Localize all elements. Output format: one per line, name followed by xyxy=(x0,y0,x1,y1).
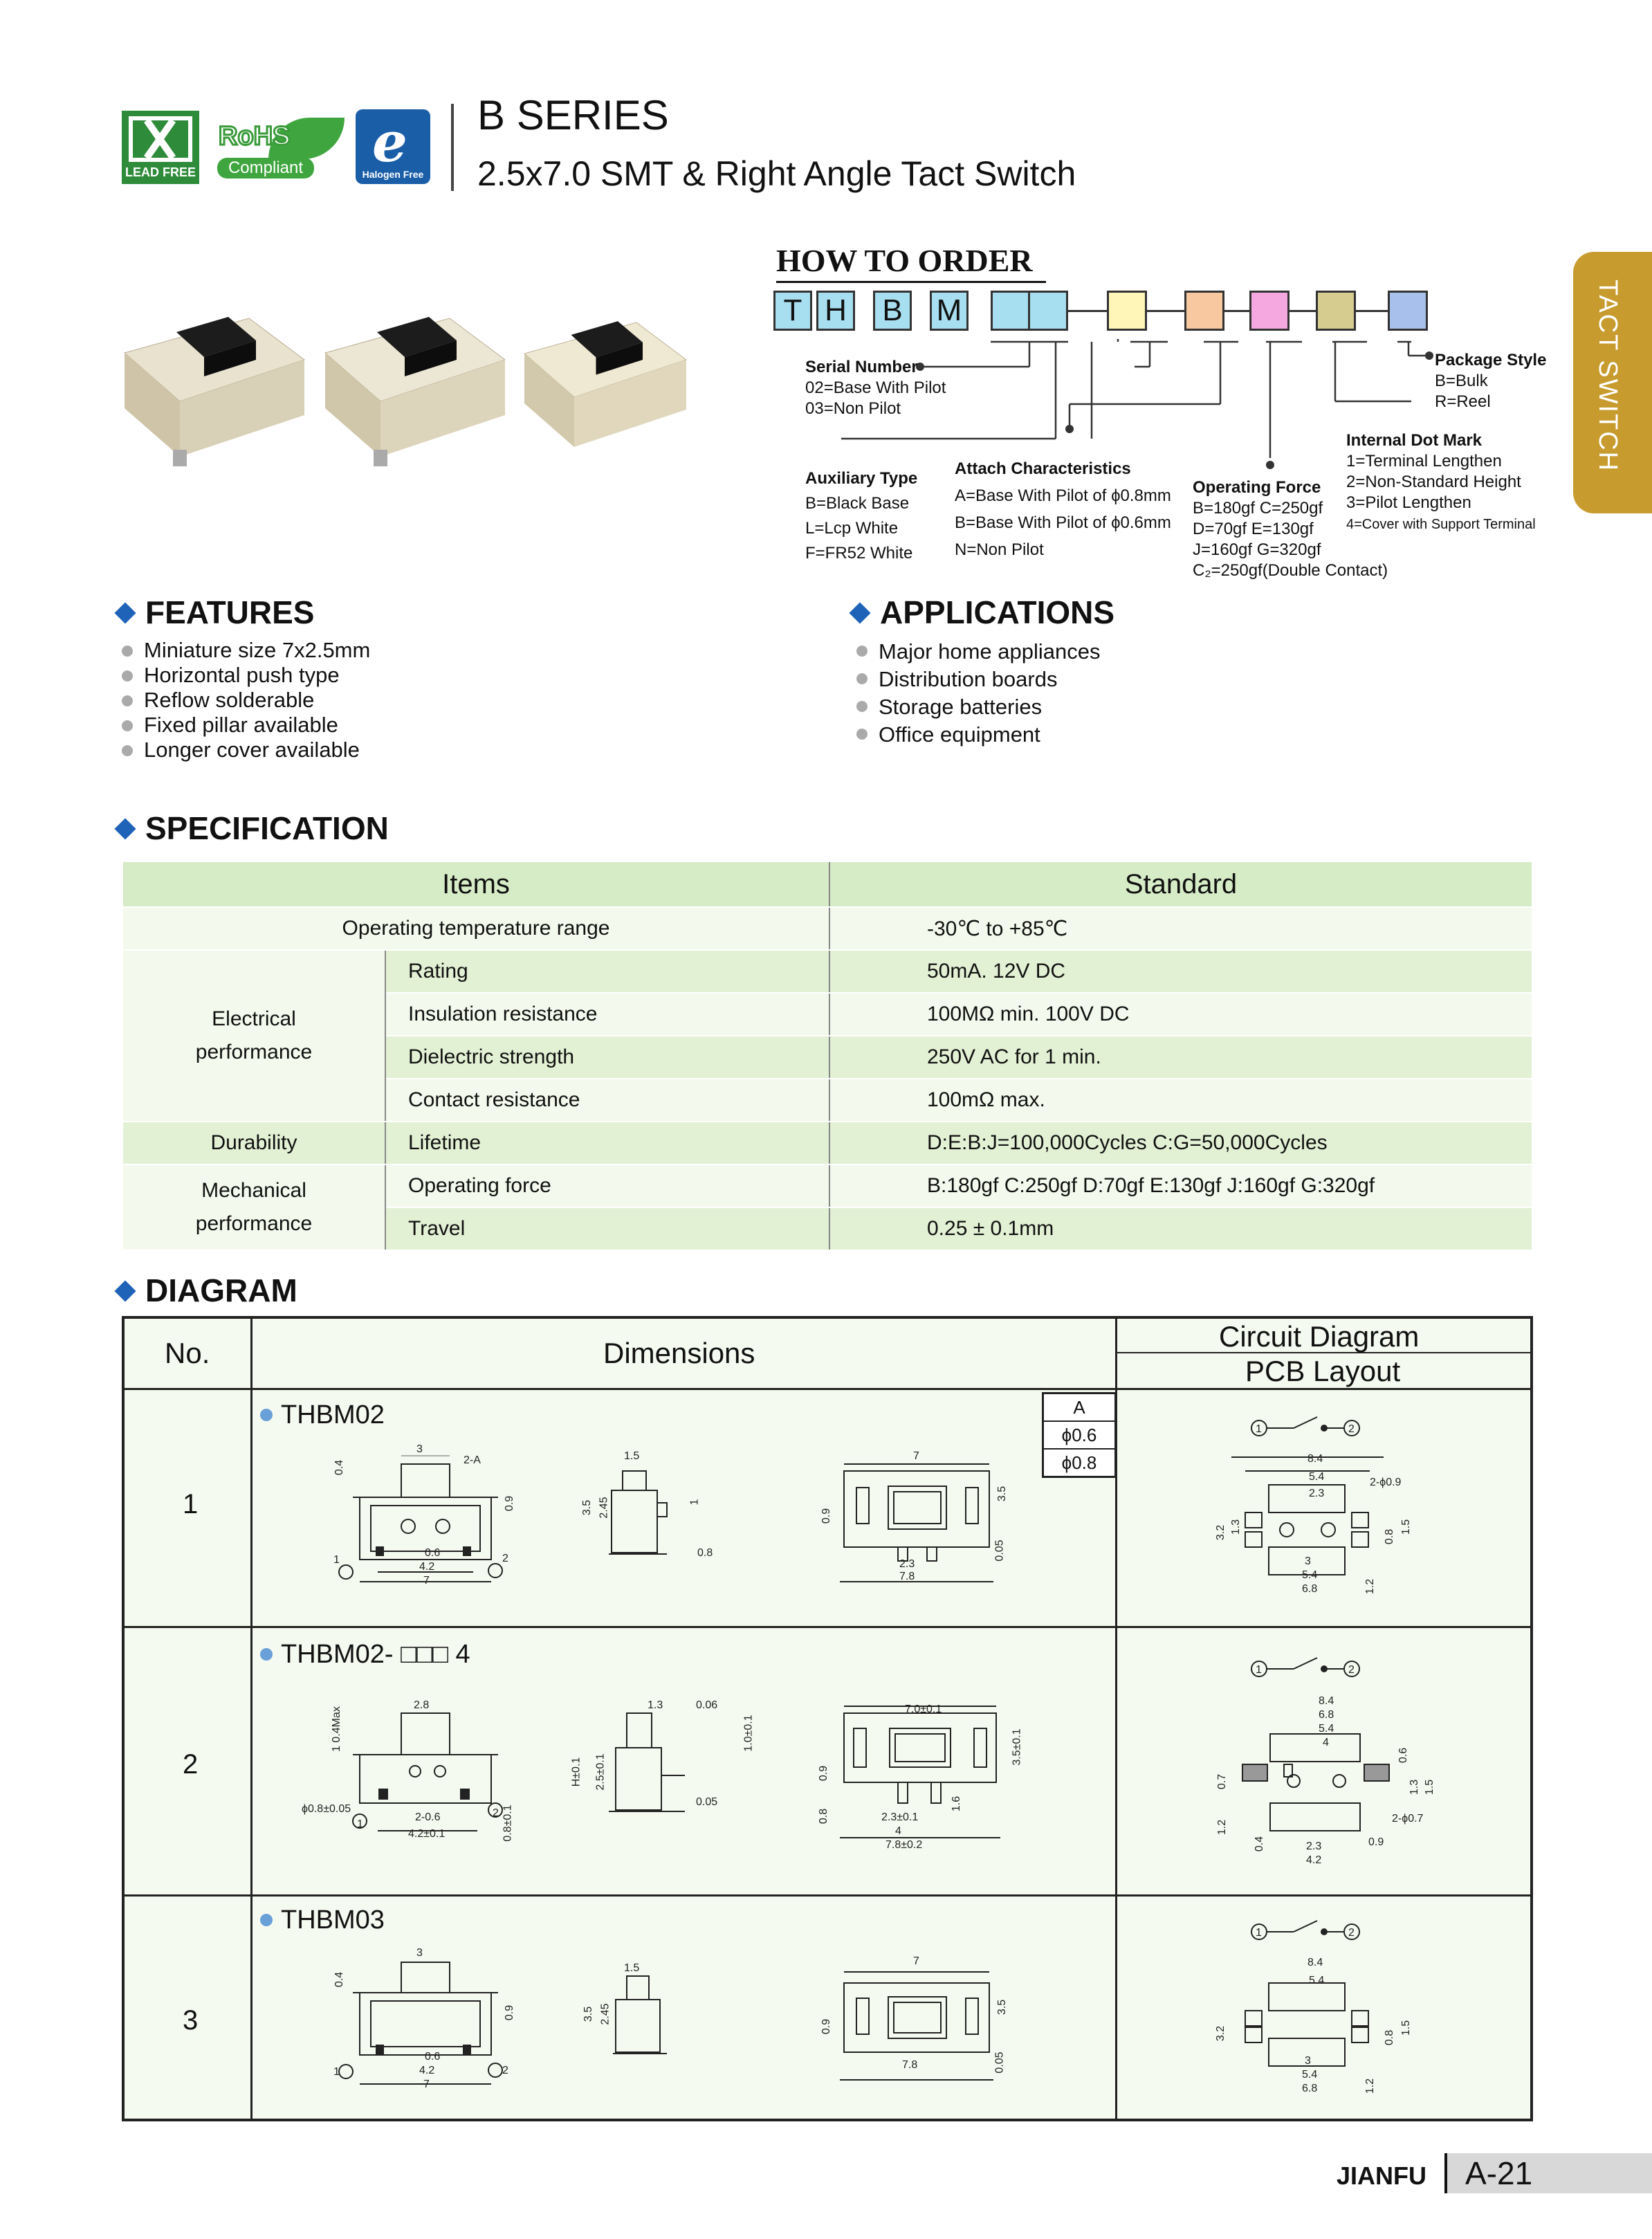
package-style-label: Package Style B=Bulk R=Reel xyxy=(1435,351,1547,411)
dot-box xyxy=(1316,291,1356,331)
side-tab: TACT SWITCH xyxy=(1573,252,1652,513)
row-number: 2 xyxy=(183,1749,199,1780)
code-letter-t: T xyxy=(773,291,812,331)
table-row: Electrical performance Rating 50mA. 12V DC xyxy=(123,950,1532,993)
rohs-logo: RoHS Compliant xyxy=(212,118,347,184)
auxiliary-type-label: Auxiliary Type B=Black Base L=Lcp White F=FR52 White xyxy=(805,469,918,563)
how-to-order-title: HOW TO ORDER xyxy=(776,243,1033,278)
thbm02-circuit-diagram xyxy=(1245,1414,1370,1442)
diagram-heading: DIAGRAM xyxy=(118,1272,297,1309)
connector xyxy=(1068,310,1107,312)
lead-free-icon xyxy=(129,116,192,162)
list-item: Reflow solderable xyxy=(122,688,370,713)
thbm02-side-view xyxy=(581,1450,706,1589)
serial-box-divider xyxy=(1028,291,1030,331)
header-divider xyxy=(451,104,454,191)
svg-text:1: 1 xyxy=(1256,1423,1262,1435)
force-box xyxy=(1249,291,1290,331)
header-circuit-diagram: Circuit Diagram xyxy=(1219,1320,1420,1353)
diamond-icon xyxy=(114,602,136,623)
how-to-order-underline xyxy=(776,281,1046,283)
svg-text:2: 2 xyxy=(1348,1927,1355,1939)
code-letter-b: B xyxy=(873,291,912,331)
code-letter-m: M xyxy=(930,291,969,331)
diagram-table: No. Dimensions Circuit Diagram PCB Layout 1 2 3 THBM02 THBM02- □□□ 4 THBM03 A ϕ0.6 ϕ0.8 3 2-A 0.4 0.9 0.6 4.2 7 1 2 1.5 3.5 2.45 1 0.8 7 0.9 3.5 2.3 7.8 0.05 1 2 8.4 5.4 2-ϕ0.9 2.3 3.2 1.3 0.8 1.5 3 5.4 6.8 1.2 2.8 1 0.4Max ϕ0.8±0.05 2-0.6 4.2±0.1 0.8±0.1 1 2 1.3 0.06 1.0±0.1 H±0.1 2.5±0.1 0.05 7.0±0.1 3.5±0.1 0.9 0.8 2.3±0.1 1.6 4 7.8±0.2 1 2 8.4 6.8 5.4 4 0.6 0.7 1.3 1.5 2-ϕ0.7 1.2 0.4 2.3 4.2 0.9 3 0.4 0.9 0.6 4.2 7 1 2 1.5 3.5 2.45 7 0.9 3.5 7.8 0.05 1 2 8.4 5.4 3.2 0.8 1.5 3 5.4 6.8 1.2 xyxy=(122,1316,1533,2121)
thbm02-4-side-view xyxy=(567,1692,706,1845)
specification-table xyxy=(123,862,1532,1251)
operating-force-label: Operating Force B=180gf C=250gf D=70gf E=130gf J=160gf G=320gf C₂=250gf(Double Contact) xyxy=(1193,478,1388,580)
diamond-icon xyxy=(114,818,136,839)
halogen-free-logo: e Halogen Free xyxy=(356,109,430,184)
footer-brand: JIANFU xyxy=(1337,2162,1427,2190)
header-pcb-layout: PCB Layout xyxy=(1245,1355,1401,1387)
list-item: Longer cover available xyxy=(122,738,370,762)
table-row: Contact resistance 100mΩ max. xyxy=(123,1079,1532,1122)
list-item: Major home appliances xyxy=(856,638,1101,666)
series-title: B SERIES xyxy=(477,92,669,138)
svg-text:1: 1 xyxy=(1256,1664,1262,1676)
list-item: Storage batteries xyxy=(856,693,1101,721)
list-item: Miniature size 7x2.5mm xyxy=(122,638,370,663)
model-label: THBM02 xyxy=(260,1400,385,1430)
halogen-e-icon: e xyxy=(372,109,407,174)
pilot-size-table: A ϕ0.6 ϕ0.8 xyxy=(1042,1392,1117,1478)
thbm03-top-view xyxy=(823,1955,1017,2101)
thbm03-circuit-diagram xyxy=(1245,1918,1370,1946)
connector xyxy=(1147,310,1184,312)
features-list xyxy=(122,638,370,762)
internal-dot-mark-label: Internal Dot Mark 1=Terminal Lengthen 2=Non-Standard Height 3=Pilot Lengthen 4=Cover with Support Terminal xyxy=(1346,431,1536,532)
thbm02-4-circuit-diagram xyxy=(1245,1655,1370,1683)
row-number: 3 xyxy=(183,2005,199,2036)
package-box xyxy=(1388,291,1428,331)
list-item: Horizontal push type xyxy=(122,663,370,688)
header-dimensions: Dimensions xyxy=(603,1337,755,1369)
diamond-icon xyxy=(849,602,870,623)
row-number: 1 xyxy=(183,1489,199,1519)
product-photo xyxy=(111,291,719,470)
features-heading: FEATURES xyxy=(118,594,315,631)
aux-box xyxy=(1107,291,1147,331)
thbm02-4-top-view xyxy=(823,1692,1031,1858)
model-label: THBM03 xyxy=(260,1906,385,1935)
attach-box xyxy=(1184,291,1224,331)
svg-text:2: 2 xyxy=(1348,1664,1355,1676)
table-row: Dielectric strength 250V AC for 1 min. xyxy=(123,1036,1532,1079)
svg-text:2: 2 xyxy=(1348,1423,1355,1435)
attach-characteristics-label: Attach Characteristics A=Base With Pilot of ϕ0.8mm B=Base With Pilot of ϕ0.6mm N=Non Pilot xyxy=(955,459,1171,559)
thbm02-top-view xyxy=(823,1436,1017,1596)
list-item: Fixed pillar available xyxy=(122,713,370,738)
lead-free-logo: LEAD FREE xyxy=(122,111,199,184)
connector xyxy=(1290,310,1316,312)
specification-heading: SPECIFICATION xyxy=(118,810,389,847)
connector xyxy=(1356,310,1388,312)
table-row: Insulation resistance 100MΩ min. 100V DC xyxy=(123,993,1532,1036)
applications-list xyxy=(856,638,1101,749)
diamond-icon xyxy=(114,1280,136,1301)
list-item: Office equipment xyxy=(856,721,1101,749)
applications-heading: APPLICATIONS xyxy=(852,594,1114,631)
model-label: THBM02- □□□ 4 xyxy=(260,1640,470,1670)
code-letter-h: H xyxy=(816,291,855,331)
serial-number-label: Serial Number 02=Base With Pilot 03=Non Pilot xyxy=(805,358,946,418)
list-item: Distribution boards xyxy=(856,666,1101,693)
table-row: Travel 0.25 ± 0.1mm xyxy=(123,1207,1532,1250)
table-row: Operating temperature range -30℃ to +85℃ xyxy=(123,907,1532,950)
svg-text:1: 1 xyxy=(1256,1927,1262,1939)
page-number: A-21 xyxy=(1465,2155,1533,2191)
product-subtitle: 2.5x7.0 SMT & Right Angle Tact Switch xyxy=(477,154,1076,193)
table-row: Durability Lifetime D:E:B:J=100,000Cycles C:G=50,000Cycles xyxy=(123,1122,1532,1164)
table-row: Mechanical performance Operating force B:180gf C:250gf D:70gf E:130gf J:160gf G:320gf xyxy=(123,1164,1532,1207)
header-no: No. xyxy=(165,1337,210,1369)
connector xyxy=(1224,310,1249,312)
table-row: Items Standard xyxy=(123,862,1532,907)
